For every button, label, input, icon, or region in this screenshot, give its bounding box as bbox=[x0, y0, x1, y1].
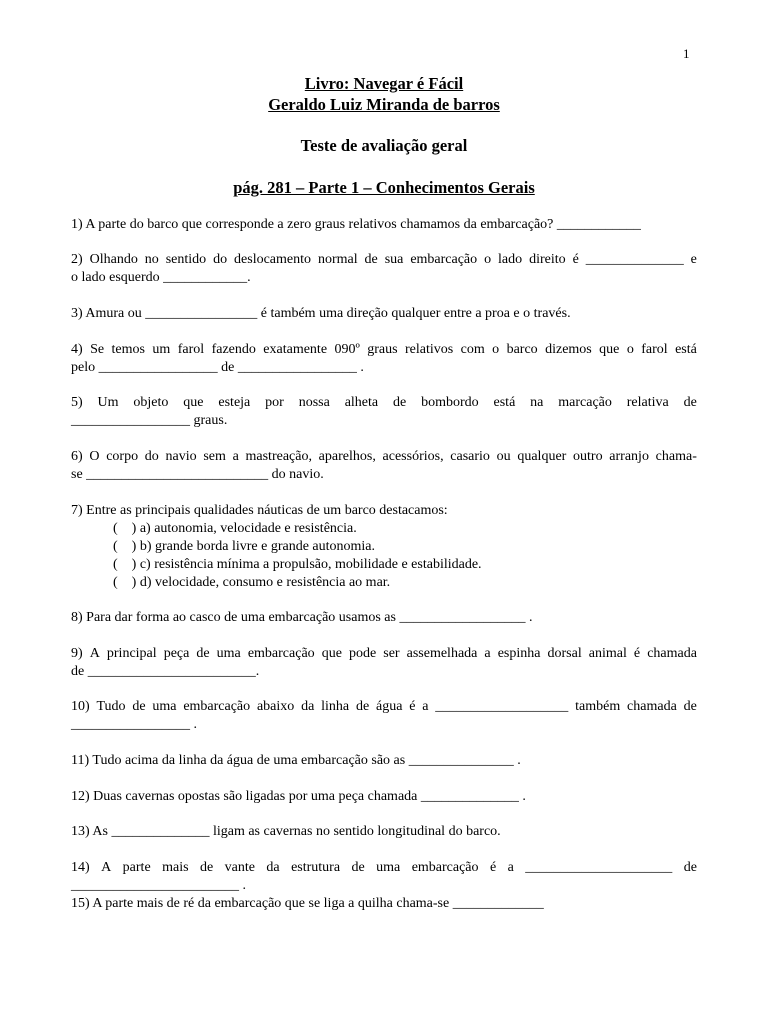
question-9 bbox=[71, 645, 697, 681]
word: com bbox=[460, 342, 485, 357]
word: _____________________ bbox=[525, 860, 673, 875]
word: farol bbox=[641, 342, 668, 357]
word: relativa bbox=[626, 395, 669, 410]
word: a bbox=[484, 646, 491, 661]
question-4 bbox=[71, 341, 697, 377]
question-10-line-1 bbox=[71, 698, 697, 716]
word: está bbox=[493, 395, 516, 410]
word: qualquer bbox=[517, 449, 567, 464]
word: a bbox=[422, 699, 429, 714]
word: mastreação, bbox=[245, 449, 312, 464]
word: do bbox=[144, 449, 159, 464]
word: fazendo bbox=[211, 342, 256, 357]
question-11: 11) Tudo acima da linha da água de uma embarcação são as _______________ . bbox=[71, 753, 521, 768]
word: bombordo bbox=[421, 395, 479, 410]
word: de bbox=[683, 699, 697, 714]
word: da bbox=[266, 860, 280, 875]
question-2-line-1: 2) Olhando no sentido do deslocamento normal de sua embarcação o lado direito é ______________ e bbox=[71, 252, 697, 267]
word: o bbox=[492, 342, 500, 357]
word: é bbox=[489, 860, 497, 875]
question-15: 15) A parte mais de ré da embarcação que se liga a quilha chama-se _____________ bbox=[71, 896, 544, 911]
word: de bbox=[199, 860, 214, 875]
word: Tudo bbox=[96, 699, 126, 714]
question-8: 8) Para dar forma ao casco de uma embarcação usamos as __________________ . bbox=[71, 610, 533, 625]
question-9-line-1 bbox=[71, 645, 697, 663]
word: casario bbox=[450, 449, 490, 464]
word: um bbox=[152, 342, 171, 357]
question-6 bbox=[71, 448, 697, 484]
word: 090º bbox=[334, 342, 360, 357]
question-6-line-2: se __________________________ do navio. bbox=[71, 467, 324, 482]
question-1: 1) A parte do barco que corresponde a zero graus relativos chamamos da embarcação? ____________ bbox=[71, 217, 641, 232]
word: aparelhos, bbox=[318, 449, 376, 464]
word: uma bbox=[216, 646, 241, 661]
word: 9) bbox=[71, 646, 83, 661]
word: sem bbox=[203, 449, 226, 464]
word: 6) bbox=[71, 449, 83, 464]
word: arranjo bbox=[609, 449, 649, 464]
word: ser bbox=[383, 646, 400, 661]
question-14-line-2: ________________________ . bbox=[71, 878, 246, 893]
word: de bbox=[351, 860, 365, 875]
word: graus bbox=[367, 342, 398, 357]
book-author: Geraldo Luiz Miranda de barros bbox=[268, 95, 500, 114]
question-7: 7) Entre as principais qualidades náuticas de um barco destacamos: ( ) a) autonomia, velocidade e resistência. ( ) b) grande borda livre e grande autonomia. ( ) c) resistência mínima a propulsão, mobilidade e estabilidade. ( ) d) velocidade, consumo e resistência ao mar. bbox=[71, 502, 697, 592]
question-2-line-2: o lado esquerdo ____________. bbox=[71, 270, 251, 285]
word: ___________________ bbox=[435, 699, 569, 714]
word: outro bbox=[573, 449, 603, 464]
option-c[interactable]: ( ) c) resistência mínima a propulsão, mobilidade e estabilidade. bbox=[113, 557, 482, 572]
word: exatamente bbox=[263, 342, 328, 357]
word: navio bbox=[165, 449, 197, 464]
question-14 bbox=[71, 859, 697, 895]
question-6-line-1 bbox=[71, 448, 697, 466]
word: 4) bbox=[71, 342, 83, 357]
word: linha bbox=[321, 699, 350, 714]
question-2 bbox=[71, 251, 697, 287]
word: animal bbox=[588, 646, 627, 661]
question-9-line-2: de ________________________. bbox=[71, 664, 260, 679]
question-4-line-1 bbox=[71, 341, 697, 359]
word: 14) bbox=[71, 860, 90, 875]
word: acessórios, bbox=[382, 449, 444, 464]
page-number: 1 bbox=[683, 46, 690, 61]
word: assemelhada bbox=[406, 646, 478, 661]
word: peça bbox=[163, 646, 190, 661]
word: embarcação bbox=[183, 699, 251, 714]
word: temos bbox=[111, 342, 145, 357]
word: pode bbox=[348, 646, 377, 661]
word: farol bbox=[177, 342, 205, 357]
word: objeto bbox=[133, 395, 169, 410]
word: o bbox=[626, 342, 634, 357]
word: é bbox=[633, 646, 641, 661]
option-d[interactable]: ( ) d) velocidade, consumo e resistência ao mar. bbox=[113, 575, 391, 590]
word: de bbox=[355, 699, 370, 714]
word: espinha bbox=[497, 646, 541, 661]
word: 5) bbox=[71, 395, 83, 410]
option-a[interactable]: ( ) a) autonomia, velocidade e resistência. bbox=[113, 521, 357, 536]
word: uma bbox=[152, 699, 177, 714]
word: estrutura bbox=[291, 860, 341, 875]
word: marcação bbox=[558, 395, 612, 410]
word: está bbox=[675, 342, 697, 357]
word: também bbox=[575, 699, 621, 714]
word: de bbox=[196, 646, 210, 661]
question-5-line-2: _________________ graus. bbox=[71, 413, 228, 428]
question-4-line-2: pelo _________________ de _________________ . bbox=[71, 360, 364, 375]
word: vante bbox=[224, 860, 255, 875]
question-12: 12) Duas cavernas opostas são ligadas por uma peça chamada ______________ . bbox=[71, 789, 526, 804]
word: que bbox=[599, 342, 620, 357]
word: a bbox=[507, 860, 514, 875]
word: dorsal bbox=[547, 646, 582, 661]
question-5 bbox=[71, 394, 697, 430]
word: A bbox=[101, 860, 112, 875]
word: barco bbox=[506, 342, 538, 357]
word: chamada bbox=[627, 699, 677, 714]
word: chamada bbox=[647, 646, 697, 661]
word: O bbox=[89, 449, 100, 464]
word: embarcação bbox=[247, 646, 315, 661]
option-b[interactable]: ( ) b) grande borda livre e grande autonomia. bbox=[113, 539, 376, 554]
word: da bbox=[301, 699, 315, 714]
word: principal bbox=[106, 646, 157, 661]
word: nossa bbox=[298, 395, 330, 410]
word: uma bbox=[376, 860, 401, 875]
word: a bbox=[232, 449, 239, 464]
question-10 bbox=[71, 698, 697, 734]
word: que bbox=[183, 395, 204, 410]
word: A bbox=[89, 646, 100, 661]
question-5-line-1 bbox=[71, 394, 697, 412]
word: de bbox=[132, 699, 146, 714]
word: corpo bbox=[106, 449, 139, 464]
word: de bbox=[683, 860, 697, 875]
word: por bbox=[265, 395, 284, 410]
word: é bbox=[409, 699, 416, 714]
word: chama- bbox=[655, 449, 697, 464]
word: de bbox=[392, 395, 407, 410]
word: embarcação bbox=[411, 860, 479, 875]
word: dizemos bbox=[545, 342, 592, 357]
test-title: Teste de avaliação geral bbox=[300, 136, 468, 155]
question-14-line-1 bbox=[71, 859, 697, 877]
word: Um bbox=[97, 395, 119, 410]
word: água bbox=[375, 699, 403, 714]
word: 10) bbox=[71, 699, 90, 714]
word: de bbox=[683, 395, 697, 410]
word: relativos bbox=[404, 342, 454, 357]
book-title: Livro: Navegar é Fácil bbox=[304, 74, 464, 93]
question-13: 13) As ______________ ligam as cavernas no sentido longitudinal do barco. bbox=[71, 824, 501, 839]
word: parte bbox=[122, 860, 151, 875]
section-title: pág. 281 – Parte 1 – Conhecimentos Gerais bbox=[233, 178, 535, 197]
word: abaixo bbox=[256, 699, 295, 714]
word: na bbox=[530, 395, 544, 410]
word: mais bbox=[162, 860, 189, 875]
question-10-line-2: _________________ . bbox=[71, 717, 197, 732]
word: Se bbox=[90, 342, 105, 357]
word: que bbox=[321, 646, 342, 661]
question-3: 3) Amura ou ________________ é também uma direção qualquer entre a proa e o través. bbox=[71, 306, 571, 321]
word: esteja bbox=[218, 395, 251, 410]
word: ou bbox=[496, 449, 511, 464]
word: alheta bbox=[344, 395, 379, 410]
